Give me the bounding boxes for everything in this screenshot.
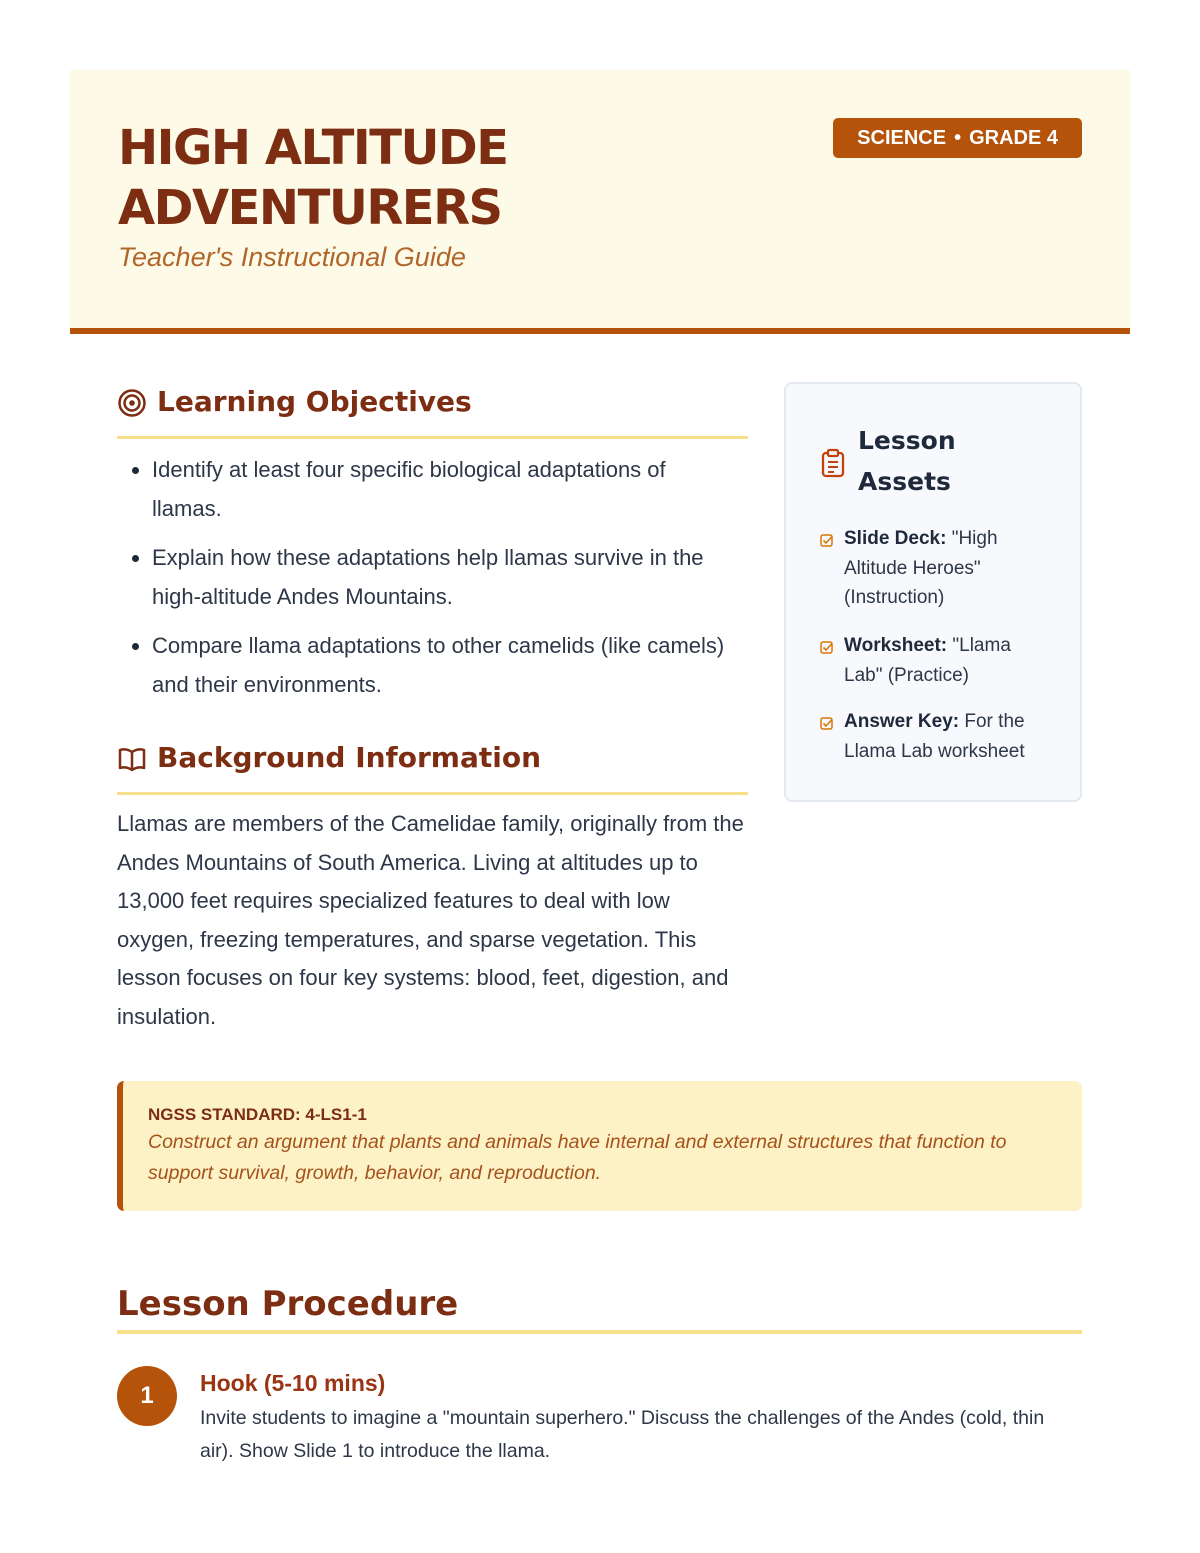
checkbox-icon [820,534,834,548]
objectives-heading [117,384,748,439]
badge-subject: SCIENCE [857,127,947,149]
asset-item [820,631,1044,690]
target-icon [117,388,147,418]
background-title: Background Information [157,741,542,774]
checkbox-icon [820,641,834,655]
assets-heading [820,420,968,502]
asset-label: Worksheet: [844,635,948,656]
asset-label: Answer Key: [844,711,960,732]
clipboard-icon [820,448,846,478]
ngss-standard-callout [117,1081,1082,1211]
step-title: Hook (5-10 mins) [200,1370,386,1396]
header-banner [70,70,1130,334]
objective-item: • Explain how these adaptations help llamas survive in the high-altitude Andes Mountains. [152,538,727,616]
checkbox-icon [820,717,834,731]
asset-label: Slide Deck: [844,528,947,549]
step-text: Invite students to imagine a "mountain superhero." Discuss the challenges of the Andes (cold, thin air). Show Slide 1 to introduce the llama. [200,1407,1045,1462]
objective-item: • Compare llama adaptations to other camelids (like camels) and their environments. [152,626,727,704]
asset-text: "Llama Lab" (Practice) [844,635,1011,686]
procedure-heading [117,1282,1082,1334]
page-title: HIGH ALTITUDE ADVENTURERS [118,120,508,236]
lesson-assets-card [784,382,1082,802]
badge-grade: GRADE 4 [969,127,1058,149]
asset-text: For the Llama Lab worksheet [844,711,1025,762]
objective-item: • Identify at least four specific biological adaptations of llamas. [152,450,727,528]
asset-item [820,707,1059,766]
objectives-list [117,450,727,714]
standard-text: Construct an argument that plants and animals have internal and external structures that function to support survival, growth, behavior, and reproduction. [148,1131,1007,1184]
page-subtitle: Teacher's Instructional Guide [118,242,466,272]
background-text: Llamas are members of the Camelidae family, originally from the Andes Mountains of South America. Living at altitudes up to 13,000 feet requires specialized features to deal with low oxygen, freezing temperatures, and sparse vegetation. This lesson focuses on four key systems: blood, feet, digestion, and insulation. [117,811,744,1029]
assets-title: Lesson Assets [858,426,956,496]
book-icon [117,744,147,774]
badge-separator: • [954,127,962,149]
procedure-title: Lesson Procedure [117,1284,459,1324]
asset-item [820,524,1059,613]
background-heading [117,740,748,795]
step-number-badge: 1 [117,1366,177,1426]
standard-label: NGSS STANDARD: 4-LS1-1 [148,1105,367,1124]
subject-grade-badge [833,118,1082,158]
objectives-title: Learning Objectives [157,385,472,418]
asset-text: "High Altitude Heroes" (Instruction) [844,528,998,608]
